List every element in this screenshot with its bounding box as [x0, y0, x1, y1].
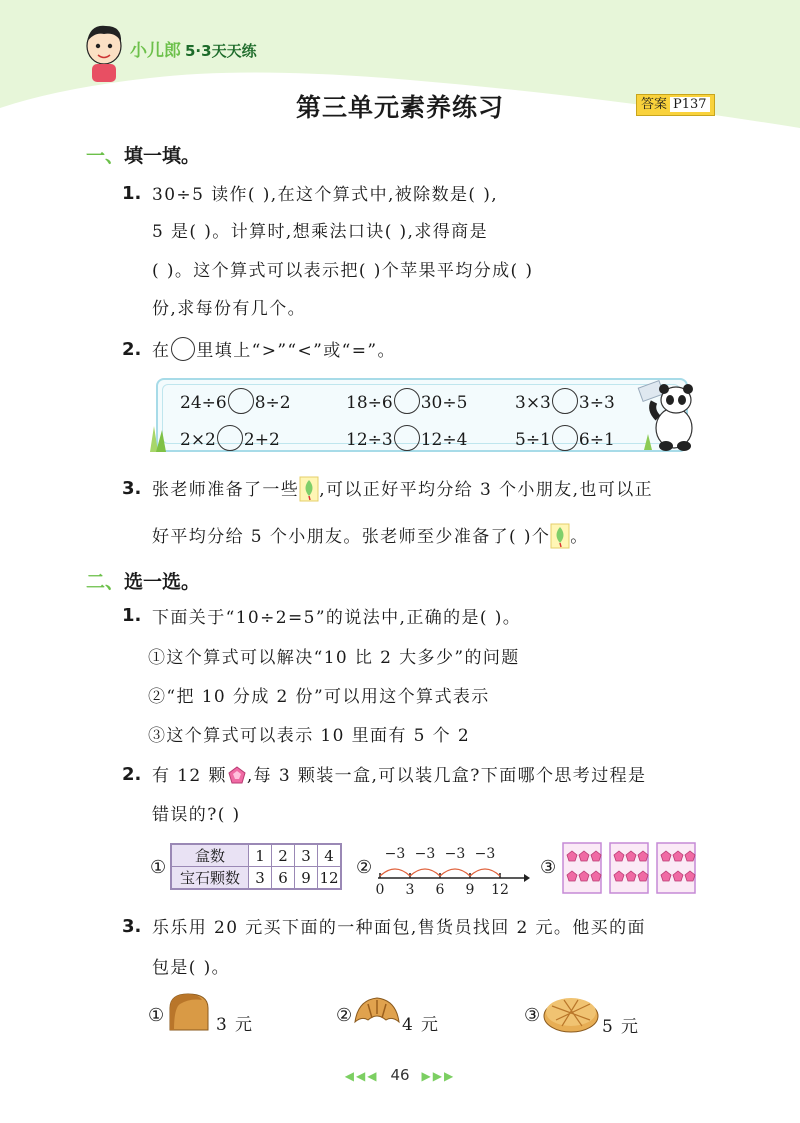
page-title: 第三单元素养练习 — [295, 93, 504, 122]
section-1-heading: 一、填一填。 — [86, 145, 201, 167]
gem-boxes — [562, 842, 696, 894]
tick-label: 6 — [435, 882, 445, 896]
s2-q1-option-3[interactable]: ③这个算式可以表示 10 里面有 5 个 2 — [148, 726, 471, 746]
prev-arrows-icon: ◀◀◀ — [344, 1069, 379, 1083]
s2-q1-option-1[interactable]: ①这个算式可以解决“10 比 2 大多少”的问题 — [148, 648, 520, 668]
bamboo-icon — [144, 420, 170, 452]
s1-q1-line-3: ( )。这个算式可以表示把( )个苹果平均分成( ) — [152, 261, 534, 281]
page-number: 46 — [390, 1066, 410, 1084]
answer-circle[interactable] — [394, 388, 420, 414]
page-footer — [0, 1066, 800, 1084]
bread-option-1[interactable]: ① — [148, 1005, 166, 1026]
number-line — [372, 842, 532, 896]
s2-q3-line-2: 包是( )。 — [152, 958, 231, 978]
s1-q1-line-2: 5 是( )。计算时,想乘法口诀( ),求得商是 — [152, 222, 488, 242]
s2-q2-line-1: 有 12 颗 ,每 3 颗装一盒,可以装几盒?下面哪个思考过程是 — [152, 766, 647, 786]
answer-circle[interactable] — [228, 388, 254, 414]
s2-q2-line-2: 错误的?( ) — [152, 805, 241, 825]
compare-item: 18÷6 30÷5 — [346, 388, 467, 414]
s2-q2-mark-3[interactable]: ③ — [540, 857, 558, 878]
s2-q1-option-2[interactable]: ②“把 10 分成 2 份”可以用这个算式表示 — [148, 687, 490, 707]
s2-q1-stem: 下面关于“10÷2=5”的说法中,正确的是( )。 — [152, 608, 522, 628]
bread-price-2: 4 元 — [402, 1015, 440, 1035]
s1-q1-line-4: 份,求每份有几个。 — [152, 299, 307, 319]
leaf-icon — [299, 476, 319, 502]
s1-q2-stem: 在 里填上“>”“<”或“=”。 — [152, 336, 396, 361]
croissant-icon — [352, 994, 402, 1030]
answer-circle[interactable] — [394, 425, 420, 451]
s1-q1-number: 1. — [122, 183, 142, 204]
table-header-boxes: 盒数 — [171, 844, 249, 867]
mascot-icon — [80, 22, 128, 84]
jump-label: −3 — [444, 846, 466, 862]
section-2-heading: 二、选一选。 — [86, 571, 201, 593]
tick-label: 9 — [465, 882, 475, 896]
compare-item: 2×2 2+2 — [180, 425, 280, 451]
answer-circle[interactable] — [552, 388, 578, 414]
s1-q2-number: 2. — [122, 339, 142, 360]
compare-item: 12÷3 12÷4 — [346, 425, 467, 451]
panda-icon — [636, 378, 702, 452]
compare-circle-icon — [171, 337, 195, 361]
bread-price-3: 5 元 — [602, 1017, 640, 1037]
jump-label: −3 — [474, 846, 496, 862]
melon-bun-icon — [542, 992, 600, 1034]
s1-q3-number: 3. — [122, 478, 142, 499]
bread-loaf-icon — [166, 992, 212, 1032]
answer-circle[interactable] — [552, 425, 578, 451]
s1-q3-line-1: 张老师准备了一些 ,可以正好平均分给 3 个小朋友,也可以正 — [152, 475, 653, 502]
answer-reference[interactable]: 答案 P137 — [636, 94, 715, 116]
bread-price-1: 3 元 — [216, 1015, 254, 1035]
gem-icon — [227, 765, 247, 785]
tick-label: 3 — [405, 882, 415, 896]
s2-q3-number: 3. — [122, 916, 142, 937]
series-label: 小儿郎 5·3天天练 — [130, 41, 257, 61]
table-row: 盒数 1 2 3 4 — [171, 844, 341, 867]
s1-q1-line-1: 30÷5 读作( ),在这个算式中,被除数是( ), — [152, 185, 499, 205]
table-row: 宝石颗数 3 6 9 12 — [171, 867, 341, 890]
next-arrows-icon: ▶▶▶ — [421, 1069, 456, 1083]
bread-option-2[interactable]: ② — [336, 1005, 354, 1026]
s2-q2-mark-2[interactable]: ② — [356, 857, 374, 878]
compare-item: 24÷6 8÷2 — [180, 388, 291, 414]
compare-item: 5÷1 6÷1 — [515, 425, 615, 451]
tick-label: 12 — [491, 882, 509, 896]
answer-page: P137 — [670, 97, 710, 112]
brand-logo: 小儿郎 — [130, 41, 181, 61]
leaf-icon — [550, 523, 570, 549]
answer-circle[interactable] — [217, 425, 243, 451]
s2-q2-number: 2. — [122, 764, 142, 785]
table-header-gems: 宝石颗数 — [171, 867, 249, 890]
gem-table — [170, 843, 342, 890]
jump-label: −3 — [414, 846, 436, 862]
bread-option-3[interactable]: ③ — [524, 1005, 542, 1026]
jump-label: −3 — [384, 846, 406, 862]
s2-q3-line-1: 乐乐用 20 元买下面的一种面包,售货员找回 2 元。他买的面 — [152, 918, 646, 938]
compare-item: 3×3 3÷3 — [515, 388, 615, 414]
s2-q2-mark-1[interactable]: ① — [150, 857, 168, 878]
tick-label: 0 — [375, 882, 385, 896]
s1-q3-line-2: 好平均分给 5 个小朋友。张老师至少准备了( )个 。 — [152, 522, 589, 549]
s2-q1-number: 1. — [122, 605, 142, 626]
